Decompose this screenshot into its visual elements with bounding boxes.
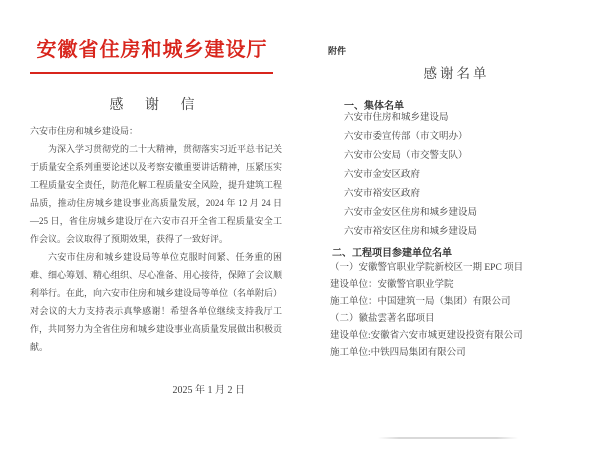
project-name: （一）安徽警官职业学院新校区一期 EPC 项目 [330, 263, 524, 273]
letter-paragraph: 为深入学习贯彻党的二十大精神，贯彻落实习近平总书记关于质量安全系列重要论述以及考察安徽重要讲话精神，压紧压实工程质量安全责任，防范化解工程质量安全风险，提升建筑工程品质，推动住房城乡建设事业高质量发展，2024 年 12 月 24 日—25 日，省住房城乡建设厅在六安市召开全省工程质量安全工作会议。会议取得了预期效果，获得了一致好评。 [30, 144, 283, 244]
org-list-item: 六安市委宣传部（市文明办） [344, 132, 468, 142]
project-builder: 建设单位：安徽警官职业学院 [330, 280, 454, 290]
org-list-item: 六安市裕安区住房和城乡建设局 [344, 227, 478, 237]
org-list-item: 六安市裕安区政府 [344, 189, 421, 199]
org-list-item: 六安市住房和城乡建设局 [344, 113, 449, 123]
org-list-item: 六安市公安局（市交警支队） [344, 151, 468, 161]
letter-title: 感 谢 信 [109, 98, 204, 113]
letter-paragraph: 六安市住房和城乡建设局等单位克服时间紧、任务重的困难、细心筹划、精心组织、尽心准备、用心接待，保障了会议顺利举行。在此，向六安市住房和城乡建设局等单位（名单附后）对会议的大力支持表示真挚感谢！希望各单位继续支持我厅工作，共同努力为全省住房和城乡建设事业高质量发展做出积极贡献。 [30, 252, 283, 352]
project-contractor: 施工单位：中国建筑一局（集团）有限公司 [330, 297, 511, 307]
org-list-item: 六安市金安区住房和城乡建设局 [344, 208, 478, 218]
org-list-item: 六安市金安区政府 [344, 170, 421, 180]
project-name: （二）徽盐雲著名邸项目 [330, 314, 435, 324]
letter-body [30, 122, 282, 356]
section1-heading: 一、集体名单 [344, 101, 404, 112]
letter-date [30, 381, 282, 396]
section2-heading: 二、工程项目参建单位名单 [332, 248, 452, 259]
org-list [344, 109, 580, 242]
letterhead-divider [30, 72, 273, 74]
attachment-title: 感谢名单 [423, 66, 490, 81]
letter-salutation: 六安市住房和城乡建设局： [30, 126, 139, 136]
project-contractor: 施工单位:中铁四局集团有限公司 [330, 348, 466, 358]
letterhead-agency: 安徽省住房和城乡建设厅 [36, 39, 268, 61]
page-shadow [378, 437, 518, 439]
letter-date-text: 2025 年 1 月 2 日 [172, 385, 245, 396]
attachment-label: 附件 [328, 46, 347, 56]
project-list [330, 260, 582, 362]
project-builder: 建设单位:安徽省六安市城更建设投资有限公司 [330, 331, 523, 341]
